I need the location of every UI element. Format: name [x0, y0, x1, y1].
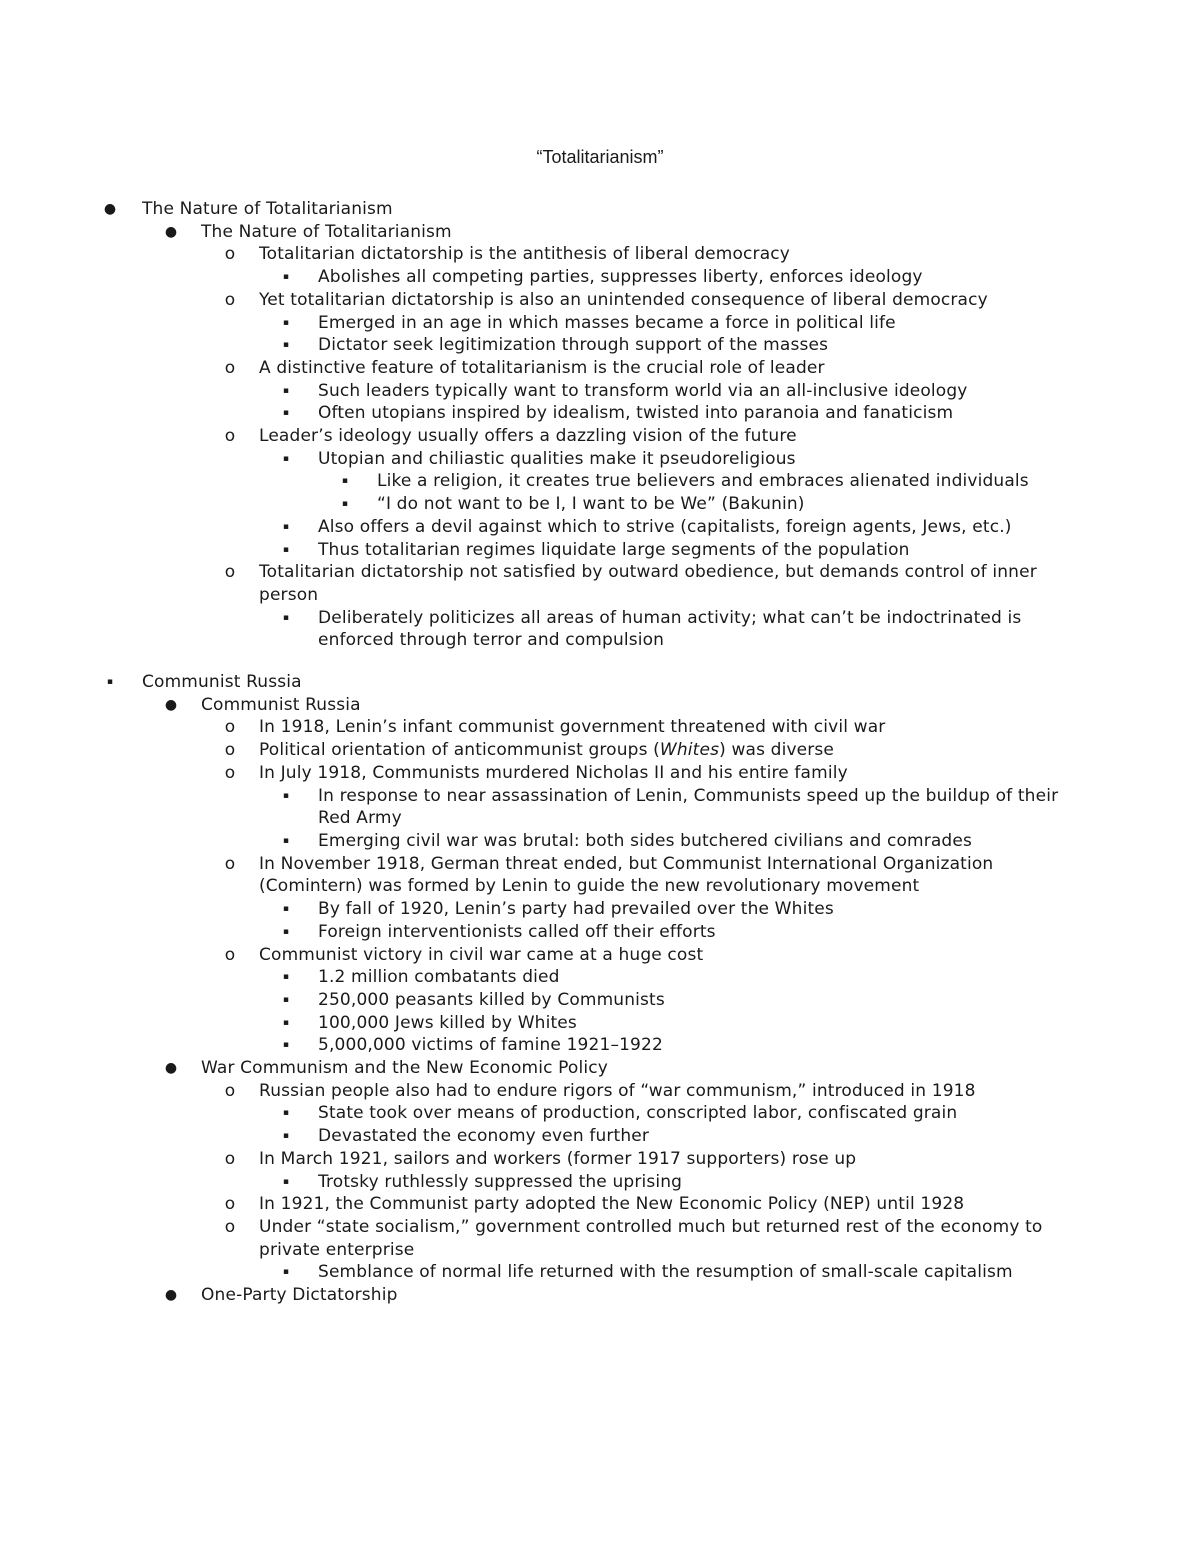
- outline-item: [0, 1125, 1060, 1148]
- outline-item-text: Devastated the economy even further: [318, 1126, 650, 1147]
- outline-item: [0, 1012, 1060, 1035]
- square-bullet-icon: ▪: [282, 453, 290, 464]
- square-bullet-icon: ▪: [282, 1131, 290, 1142]
- outline-item-text: In 1918, Lenin’s infant communist government threatened with civil war: [259, 717, 886, 738]
- square-bullet-icon: ▪: [341, 499, 349, 510]
- outline-item: [0, 289, 1060, 312]
- o-bullet-icon: o: [224, 1194, 236, 1215]
- outline-item-text: Like a religion, it creates true believers and embraces alienated individuals: [377, 471, 1029, 492]
- square-bullet-icon: ▪: [106, 677, 114, 688]
- outline-item: [0, 671, 1060, 694]
- square-bullet-icon: ▪: [282, 904, 290, 915]
- square-bullet-icon: ▪: [282, 385, 290, 396]
- outline-item-text: In July 1918, Communists murdered Nicholas II and his entire family: [259, 762, 848, 783]
- outline-item: [0, 1148, 1060, 1171]
- square-bullet-icon: ▪: [282, 835, 290, 846]
- outline-item-text: 5,000,000 victims of famine 1921–1922: [318, 1035, 663, 1056]
- outline-item-text: Communist Russia: [142, 672, 302, 693]
- outline-item-text: Foreign interventionists called off their efforts: [318, 921, 716, 942]
- outline-item-text: Communist victory in civil war came at a huge cost: [259, 944, 704, 965]
- o-bullet-icon: o: [224, 762, 236, 783]
- outline-item-text: Totalitarian dictatorship is the antithesis of liberal democracy: [259, 244, 790, 265]
- outline-item-text: Trotsky ruthlessly suppressed the uprising: [318, 1171, 683, 1192]
- section-gap: [0, 652, 1200, 671]
- outline-item: [0, 1284, 1060, 1307]
- square-bullet-icon: ▪: [282, 1017, 290, 1028]
- outline-item-text: In response to near assassination of Lenin, Communists speed up the buildup of their Red Army: [318, 785, 1059, 829]
- outline-item-text: Leader’s ideology usually offers a dazzling vision of the future: [259, 426, 797, 447]
- outline-item: [0, 561, 1060, 606]
- outline-item: [0, 1102, 1060, 1125]
- document-title: “Totalitarianism”: [536, 147, 664, 167]
- outline-item-text: Utopian and chiliastic qualities make it pseudoreligious: [318, 448, 796, 469]
- outline-item: [0, 966, 1060, 989]
- outline-item-text: Semblance of normal life returned with the resumption of small-scale capitalism: [318, 1262, 1013, 1283]
- o-bullet-icon: o: [224, 562, 236, 583]
- outline-list: [0, 198, 1200, 1307]
- o-bullet-icon: o: [224, 1148, 236, 1169]
- o-bullet-icon: o: [224, 1216, 236, 1237]
- o-bullet-icon: o: [224, 426, 236, 447]
- o-bullet-icon: o: [224, 289, 236, 310]
- outline-item-text: Thus totalitarian regimes liquidate large segments of the population: [318, 539, 910, 560]
- disc-bullet-icon: ●: [103, 201, 117, 217]
- square-bullet-icon: ▪: [282, 544, 290, 555]
- outline-item-text: Yet totalitarian dictatorship is also an unintended consequence of liberal democracy: [259, 289, 988, 310]
- outline-item: [0, 762, 1060, 785]
- outline-item: [0, 266, 1060, 289]
- outline-item-text: The Nature of Totalitarianism: [201, 221, 452, 242]
- outline-item-text: State took over means of production, conscripted labor, confiscated grain: [318, 1103, 958, 1124]
- outline-item-text: Often utopians inspired by idealism, twisted into paranoia and fanaticism: [318, 403, 954, 424]
- outline-item: [0, 198, 1060, 221]
- o-bullet-icon: o: [224, 944, 236, 965]
- disc-bullet-icon: ●: [164, 1287, 178, 1304]
- o-bullet-icon: o: [224, 717, 236, 738]
- outline-item: [0, 921, 1060, 944]
- outline-item: [0, 785, 1060, 830]
- outline-item-text: War Communism and the New Economic Policy: [201, 1058, 608, 1079]
- square-bullet-icon: ▪: [282, 340, 290, 351]
- outline-item-text: Also offers a devil against which to strive (capitalists, foreign agents, Jews, etc.): [318, 516, 1012, 537]
- outline-item: [0, 694, 1060, 717]
- outline-item: [0, 221, 1060, 244]
- square-bullet-icon: ▪: [282, 790, 290, 801]
- outline-item-text: Under “state socialism,” government controlled much but returned rest of the economy to private enterprise: [259, 1216, 1043, 1260]
- square-bullet-icon: ▪: [282, 1108, 290, 1119]
- outline-item: [0, 830, 1060, 853]
- square-bullet-icon: ▪: [282, 272, 290, 283]
- outline-item-text: Emerged in an age in which masses became a force in political life: [318, 312, 896, 333]
- outline-item: [0, 989, 1060, 1012]
- outline-item: [0, 493, 1060, 516]
- outline-item: [0, 1261, 1060, 1284]
- outline-item-text: Emerging civil war was brutal: both sides butchered civilians and comrades: [318, 830, 972, 851]
- outline-item: [0, 425, 1060, 448]
- o-bullet-icon: o: [224, 357, 236, 378]
- outline-item: [0, 1193, 1060, 1216]
- disc-bullet-icon: ●: [164, 1060, 178, 1077]
- outline-item-text: “I do not want to be I, I want to be We” (Bakunin): [377, 494, 805, 515]
- outline-item-text: In November 1918, German threat ended, but Communist International Organization (Comintern) was formed by Lenin to guide the new revolutionary movement: [259, 853, 994, 897]
- outline-item: [0, 380, 1060, 403]
- outline-item: [0, 357, 1060, 380]
- o-bullet-icon: o: [224, 244, 236, 265]
- square-bullet-icon: ▪: [282, 317, 290, 328]
- outline-item-text: 100,000 Jews killed by Whites: [318, 1012, 577, 1033]
- square-bullet-icon: ▪: [282, 994, 290, 1005]
- outline-item-text: Totalitarian dictatorship not satisfied by outward obedience, but demands control of inner person: [259, 562, 1037, 605]
- outline-item: [0, 607, 1060, 652]
- outline-item: [0, 898, 1060, 921]
- outline-item: [0, 716, 1060, 739]
- outline-item-text: Russian people also had to endure rigors of “war communism,” introduced in 1918: [259, 1080, 976, 1101]
- italic-term: Whites: [659, 740, 720, 761]
- outline-item: [0, 1034, 1060, 1057]
- disc-bullet-icon: ●: [164, 223, 178, 240]
- outline-item-text: 250,000 peasants killed by Communists: [318, 989, 665, 1010]
- outline-item-text: By fall of 1920, Lenin’s party had prevailed over the Whites: [318, 899, 834, 920]
- o-bullet-icon: o: [224, 1080, 236, 1101]
- outline-item-text: The Nature of Totalitarianism: [142, 199, 393, 219]
- outline-item: [0, 739, 1060, 762]
- outline-item: [0, 312, 1060, 335]
- outline-item-text: Political orientation of anticommunist groups (Whites) was diverse: [259, 740, 835, 761]
- square-bullet-icon: ▪: [282, 972, 290, 983]
- outline-item: [0, 1171, 1060, 1194]
- square-bullet-icon: ▪: [282, 926, 290, 937]
- o-bullet-icon: o: [224, 740, 236, 761]
- outline-item: [0, 1080, 1060, 1103]
- outline-item-text: Deliberately politicizes all areas of human activity; what can’t be indoctrinated is enforced through terror and compulsion: [318, 607, 1022, 651]
- square-bullet-icon: ▪: [341, 476, 349, 487]
- outline-item: [0, 853, 1060, 898]
- square-bullet-icon: ▪: [282, 1176, 290, 1187]
- outline-item-text: Dictator seek legitimization through support of the masses: [318, 335, 829, 356]
- square-bullet-icon: ▪: [282, 1267, 290, 1278]
- outline-item-text: 1.2 million combatants died: [318, 967, 560, 988]
- outline-item: [0, 1057, 1060, 1080]
- outline-item: [0, 1216, 1060, 1261]
- outline-item-text: One-Party Dictatorship: [201, 1285, 398, 1306]
- outline-item-text: In March 1921, sailors and workers (former 1917 supporters) rose up: [259, 1148, 857, 1169]
- outline-item: [0, 539, 1060, 562]
- outline-item: [0, 944, 1060, 967]
- square-bullet-icon: ▪: [282, 1040, 290, 1051]
- outline-item: [0, 448, 1060, 471]
- o-bullet-icon: o: [224, 853, 236, 874]
- square-bullet-icon: ▪: [282, 408, 290, 419]
- outline-item: [0, 402, 1060, 425]
- disc-bullet-icon: ●: [164, 696, 178, 713]
- outline-item-text: Abolishes all competing parties, suppresses liberty, enforces ideology: [318, 267, 923, 288]
- outline-item: [0, 334, 1060, 357]
- outline-item-text: A distinctive feature of totalitarianism is the crucial role of leader: [259, 357, 825, 378]
- square-bullet-icon: ▪: [282, 521, 290, 532]
- outline-item-text: In 1921, the Communist party adopted the New Economic Policy (NEP) until 1928: [259, 1194, 965, 1215]
- outline-item-text: Such leaders typically want to transform world via an all-inclusive ideology: [318, 380, 968, 401]
- outline-item: [0, 243, 1060, 266]
- outline-item-text: Communist Russia: [201, 694, 361, 715]
- square-bullet-icon: ▪: [282, 612, 290, 623]
- outline-item: [0, 516, 1060, 539]
- outline-item: [0, 470, 1060, 493]
